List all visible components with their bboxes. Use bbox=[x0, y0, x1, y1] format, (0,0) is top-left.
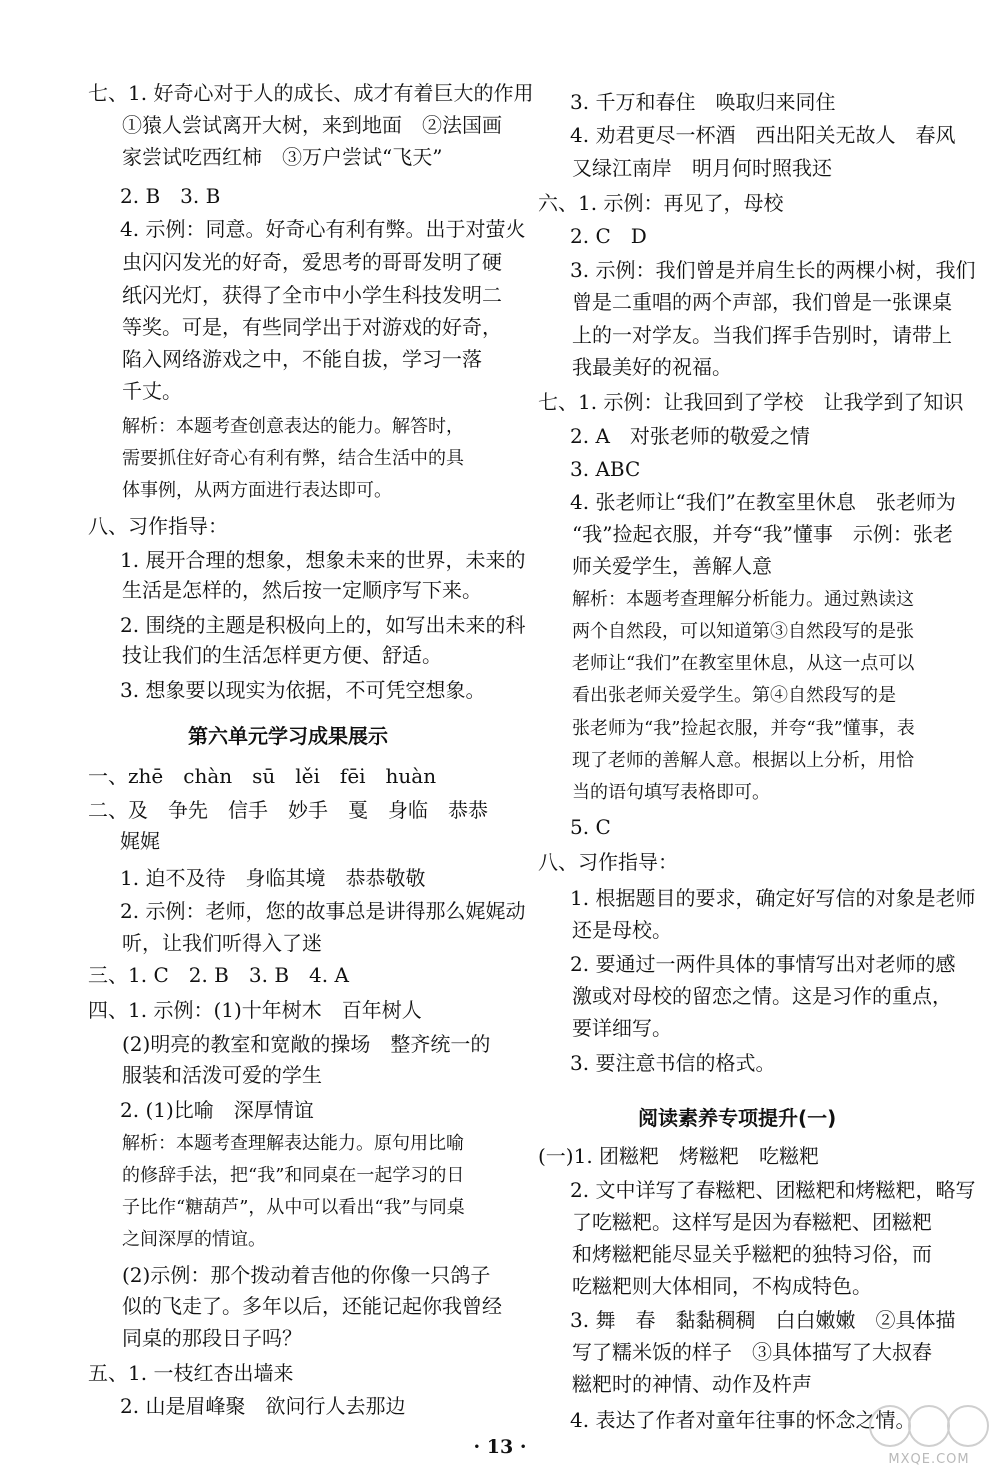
answer-line: 纸闪光灯，获得了全市中小学生科技发明二 bbox=[122, 283, 502, 307]
answer-line: (2)示例：那个拨动着吉他的你像一只鸽子 bbox=[122, 1263, 491, 1287]
answer-line: 写了糯米饭的样子 ③具体描写了大叔舂 bbox=[572, 1340, 932, 1364]
answer-line: 激或对母校的留恋之情。这是习作的重点， bbox=[572, 984, 952, 1008]
analysis-line: 当的语句填写表格即可。 bbox=[572, 782, 770, 803]
section-title: 阅读素养专项提升(一) bbox=[638, 1106, 837, 1130]
answer-line: 吃糍粑则大体相同，不构成特色。 bbox=[572, 1274, 872, 1298]
answer-line: 又绿江南岸 明月何时照我还 bbox=[572, 156, 832, 180]
answer-line: 2. 要通过一两件具体的事情写出对老师的感 bbox=[570, 952, 956, 976]
answer-line: 3. 舞 春 黏黏稠稠 白白嫩嫩 ②具体描 bbox=[570, 1308, 956, 1332]
analysis-line: 解析：本题考查创意表达的能力。解答时， bbox=[122, 416, 464, 437]
answer-line: 二、及 争先 信手 妙手 戛 身临 恭恭 bbox=[88, 798, 488, 822]
answer-line: 3. ABC bbox=[570, 457, 641, 481]
watermark-text: MXQE.COM bbox=[888, 1452, 970, 1467]
answer-line: 4. 表达了作者对童年往事的怀念之情。 bbox=[570, 1408, 916, 1432]
answer-line: 2. B 3. B bbox=[120, 184, 221, 208]
answer-line: 同桌的那段日子吗？ bbox=[122, 1326, 302, 1350]
answer-line: 2. 文中详写了春糍粑、团糍粑和烤糍粑，略写 bbox=[570, 1178, 976, 1202]
answer-line: 八、习作指导： bbox=[538, 850, 678, 874]
answer-line: 3. 示例：我们曾是并肩生长的两棵小树，我们 bbox=[570, 258, 976, 282]
analysis-line: 子比作“糖葫芦”，从中可以看出“我”与同桌 bbox=[122, 1197, 465, 1218]
answer-line: 六、1. 示例：再见了，母校 bbox=[538, 191, 784, 215]
answer-line: 4. 劝君更尽一杯酒 西出阳关无故人 春风 bbox=[570, 123, 956, 147]
analysis-line: 需要抓住好奇心有利有弊，结合生活中的具 bbox=[122, 448, 464, 469]
answer-line: 4. 张老师让“我们”在教室里休息 张老师为 bbox=[570, 490, 956, 514]
answer-line: 1. 根据题目的要求，确定好写信的对象是老师 bbox=[570, 886, 976, 910]
answer-line: 2. 示例：老师，您的故事总是讲得那么娓娓动 bbox=[120, 899, 526, 923]
answer-line: 上的一对学友。当我们挥手告别时，请带上 bbox=[572, 323, 952, 347]
answer-line: 2. 围绕的主题是积极向上的，如写出未来的科 bbox=[120, 613, 526, 637]
answer-line: 娓娓 bbox=[120, 829, 160, 853]
answer-line: 师关爱学生，善解人意 bbox=[572, 554, 772, 578]
answer-line: (一)1. 团糍粑 烤糍粑 吃糍粑 bbox=[538, 1144, 820, 1168]
answer-line: 曾是二重唱的两个声部，我们曾是一张课桌 bbox=[572, 290, 952, 314]
answer-line: 2. 山是眉峰聚 欲问行人去那边 bbox=[120, 1394, 406, 1418]
answer-line: 3. 要注意书信的格式。 bbox=[570, 1051, 776, 1075]
answer-line: 服装和活泼可爱的学生 bbox=[122, 1063, 322, 1087]
answer-line: 3. 千万和春住 唤取归来同住 bbox=[570, 90, 836, 114]
answer-line: “我”捡起衣服，并夸“我”懂事 示例：张老 bbox=[572, 522, 953, 546]
answer-line: 七、1. 好奇心对于人的成长、成才有着巨大的作用 bbox=[88, 81, 534, 105]
analysis-line: 张老师为“我”捡起衣服，并夸“我”懂事，表 bbox=[572, 718, 915, 739]
answer-line: ①猿人尝试离开大树，来到地面 ②法国画 bbox=[122, 113, 502, 137]
answer-line: 1. 迫不及待 身临其境 恭恭敬敬 bbox=[120, 866, 426, 890]
analysis-line: 解析：本题考查理解分析能力。通过熟读这 bbox=[572, 589, 914, 610]
analysis-line: 老师让“我们”在教室里休息，从这一点可以 bbox=[572, 653, 915, 674]
answer-line: 七、1. 示例：让我回到了学校 让我学到了知识 bbox=[538, 390, 964, 414]
answer-line: 等奖。可是，有些同学出于对游戏的好奇， bbox=[122, 315, 502, 339]
answer-line: 八、习作指导： bbox=[88, 514, 228, 538]
analysis-line: 的修辞手法，把“我”和同桌在一起学习的日 bbox=[122, 1165, 465, 1186]
answer-line: 还是母校。 bbox=[572, 918, 672, 942]
answer-line: 2. C D bbox=[570, 224, 647, 248]
answer-line: 虫闪闪发光的好奇，爱思考的哥哥发明了硬 bbox=[122, 250, 502, 274]
answer-line: 5. C bbox=[570, 815, 611, 839]
answer-line: 家尝试吃西红柿 ③万户尝试“飞天” bbox=[122, 145, 443, 169]
answer-line: 生活是怎样的，然后按一定顺序写下来。 bbox=[122, 578, 482, 602]
answer-line: 陷入网络游戏之中，不能自拔，学习一落 bbox=[122, 347, 482, 371]
answer-line: 技让我们的生活怎样更方便、舒适。 bbox=[122, 643, 442, 667]
answer-line: 一、zhē chàn sū lěi fēi huàn bbox=[88, 764, 437, 788]
analysis-line: 两个自然段，可以知道第③自然段写的是张 bbox=[572, 621, 914, 642]
answer-line: 糍粑时的神情、动作及杵声 bbox=[572, 1372, 812, 1396]
page-number: · 13 · bbox=[473, 1436, 527, 1458]
answer-line: 五、1. 一枝红杏出墙来 bbox=[88, 1361, 294, 1385]
answer-line: 四、1. 示例：(1)十年树木 百年树人 bbox=[88, 998, 422, 1022]
analysis-line: 之间深厚的情谊。 bbox=[122, 1229, 266, 1250]
answer-line: (2)明亮的教室和宽敞的操场 整齐统一的 bbox=[122, 1032, 491, 1056]
answer-line: 似的飞走了。多年以后，还能记起你我曾经 bbox=[122, 1294, 502, 1318]
answer-line: 听，让我们听得入了迷 bbox=[122, 931, 322, 955]
analysis-line: 解析：本题考查理解表达能力。原句用比喻 bbox=[122, 1133, 464, 1154]
analysis-line: 现了老师的善解人意。根据以上分析，用恰 bbox=[572, 750, 914, 771]
answer-line: 要详细写。 bbox=[572, 1016, 672, 1040]
answer-line: 3. 想象要以现实为依据，不可凭空想象。 bbox=[120, 678, 486, 702]
analysis-line: 体事例，从两方面进行表达即可。 bbox=[122, 480, 392, 501]
answer-line: 千丈。 bbox=[122, 379, 182, 403]
answer-line: 了吃糍粑。这样写是因为春糍粑、团糍粑 bbox=[572, 1210, 932, 1234]
answer-line: 和烤糍粑能尽显关乎糍粑的独特习俗，而 bbox=[572, 1242, 932, 1266]
analysis-line: 看出张老师关爱学生。第④自然段写的是 bbox=[572, 685, 896, 706]
answer-line: 我最美好的祝福。 bbox=[572, 355, 732, 379]
answer-line: 4. 示例：同意。好奇心有利有弊。出于对萤火 bbox=[120, 217, 526, 241]
answer-line: 2. A 对张老师的敬爱之情 bbox=[570, 424, 810, 448]
answer-line: 三、1. C 2. B 3. B 4. A bbox=[88, 963, 349, 987]
section-title: 第六单元学习成果展示 bbox=[188, 724, 388, 748]
answer-line: 1. 展开合理的想象，想象未来的世界，未来的 bbox=[120, 548, 526, 572]
answer-line: 2. (1)比喻 深厚情谊 bbox=[120, 1098, 314, 1122]
